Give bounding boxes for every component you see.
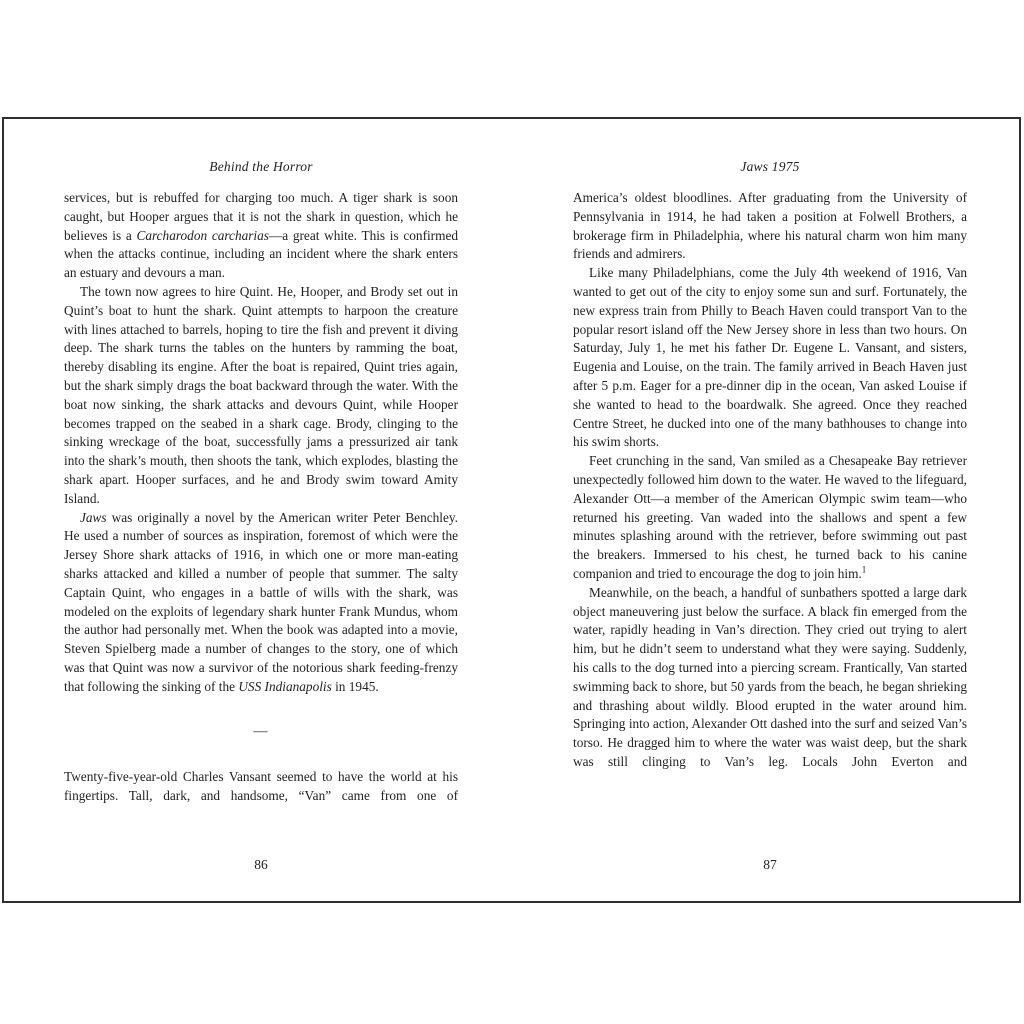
paragraph [64, 283, 458, 509]
body-text: Like many Philadelphians, come the July 4th weekend of 1916, Van wanted to get out of the city to enjoy some sun and surf. Fortunately, the new express train from Philly to Beach Haven could transport Van to the popular resort island off the New Jersey shore in less than two hours. On Saturday, July 1, he met his father Dr. Eugene L. Vansant, and sisters, Eugenia and Louise, on the train. The family arrived in Beach Haven just after 5 p.m. Eager for a pre-dinner dip in the ocean, Van asked Louise if she wanted to head to the boardwalk. She agreed. Once they reached Centre Street, he ducked into one of the many bathhouses to change into his swim shorts. [573, 265, 967, 450]
paragraph [573, 264, 967, 452]
paragraph [573, 584, 967, 772]
body-text: America’s oldest bloodlines. After graduating from the University of Pennsylvania in 1914, he had taken a position at Folwell Brothers, a brokerage firm in Philadelphia, where his natural charm won him many friends and admirers. [573, 190, 967, 262]
page-frame [2, 117, 1021, 903]
body-text: The town now agrees to hire Quint. He, Hooper, and Brody set out in Quint’s boat to hunt the shark. Quint attempts to harpoon the creature with lines attached to barrels, hoping to tire the fish and prevent it diving deep. The shark turns the tables on the hunters by ramming the boat, thereby disabling its engine. After the boat is repaired, Quint tries again, but the shark simply drags the boat backward through the water. With the boat now sinking, the shark attacks and devours Quint, while Hooper becomes trapped on the seabed in a shark cage. Brody, clinging to the sinking wreckage of the boat, successfully jams a pressurized air tank into the shark’s mouth, then shoots the tank, which explodes, blasting the shark apart. Hooper surfaces, and he and Brody swim toward Amity Island. [64, 283, 458, 506]
paragraph [573, 452, 967, 584]
italic-text: USS Indianapolis [238, 678, 332, 694]
body-text: was originally a novel by the American writer Peter Benchley. He used a number of sources as inspiration, foremost of which were the Jersey Shore shark attacks of 1916, in which one or more man-eating sharks attacked and killed a number of people that summer. The salty Captain Quint, who engages in a battle of wills with the shark, was modeled on the exploits of legendary shark hunter Frank Mundus, whom the author had personally met. When the book was adapted into a movie, Steven Spielberg made a number of changes to the story, one of which was that Quint was now a survivor of the notorious shark feeding-frenzy that following the sinking of the [64, 509, 458, 694]
body-text: in 1945. [331, 678, 379, 694]
body-text: Twenty-five-year-old Charles Vansant seemed to have the world at his fingertips. Tall, dark, and handsome, “Van” came from one of [64, 769, 458, 804]
section-separator: — [253, 723, 269, 739]
italic-text: Jaws [80, 509, 107, 525]
right-page-body [573, 189, 967, 772]
footnote-marker: 1 [861, 564, 867, 575]
body-text: —a great white. This is confirmed when the attacks continue, including an incident where the shark enters an estuary and devours a man. [64, 227, 459, 281]
left-page-body [64, 189, 458, 806]
italic-text: Carcharodon carcharias [136, 227, 269, 243]
left-page [64, 119, 458, 901]
left-running-header: Behind the Horror [209, 159, 313, 174]
paragraph [64, 509, 458, 697]
left-page-number: 86 [254, 857, 268, 872]
body-text: services, but is rebuffed for charging too much. A tiger shark is soon caught, but Hooper argues that it is not the shark in question, which he believes is a [64, 190, 458, 243]
body-text: Feet crunching in the sand, Van smiled as a Chesapeake Bay retriever unexpectedly followed him down to the water. He waved to the lifeguard, Alexander Ott—a member of the American Olympic swim team—who returned his greeting. Van waded into the shallows and spent a few minutes splashing around with the retriever, before swimming out past the breakers. Immersed to his chest, he turned back to his canine companion and tried to encourage the dog to join him. [573, 453, 967, 581]
right-page [573, 119, 967, 901]
body-text: Meanwhile, on the beach, a handful of sunbathers spotted a large dark object maneuvering just below the surface. A black fin emerged from the water, rapidly heading in Van’s direction. They cried out trying to alert him, but he didn’t seem to understand what they were saying. Suddenly, his calls to the dog turned into a piercing scream. Frantically, Van started swimming back to shore, but 50 yards from the beach, he began shrieking and thrashing about wildly. Blood erupted in the water around him. Springing into action, Alexander Ott dashed into the surf and seized Van’s torso. He dragged him to where the water was waist deep, but the shark was still clinging to Van’s leg. Locals John Everton and [573, 584, 967, 769]
right-running-header: Jaws 1975 [740, 159, 800, 174]
paragraph [64, 768, 458, 806]
paragraph [64, 189, 458, 283]
paragraph [573, 189, 967, 264]
right-page-number: 87 [763, 857, 777, 872]
